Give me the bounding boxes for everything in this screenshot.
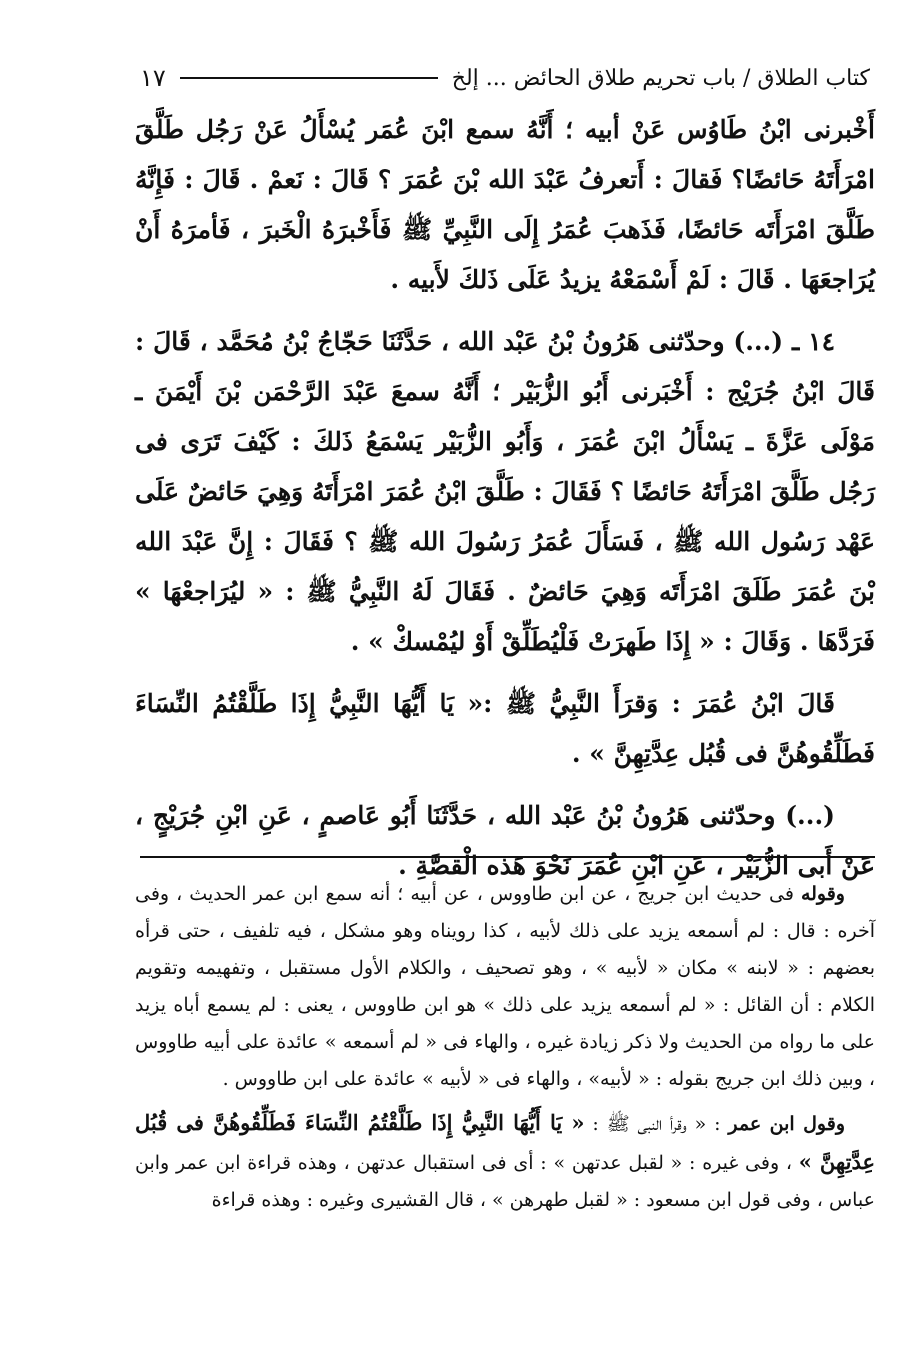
- commentary-lead-1: وقوله: [800, 883, 845, 905]
- commentary: [135, 876, 875, 1225]
- hadith-paragraph-4: (...) وحدّثنى هَرُونُ بْنُ عَبْد الله ، حَدَّثَنَا أَبُو عَاصمٍ ، عَنِ ابْنِ جُرَيْجٍ ، عَنْ أَبى الزُّبَيْر ، عَنِ ابْنِ عُمَرَ نَحْوَ هَذه الْقصَّةِ .: [135, 801, 875, 880]
- hadith-paragraph-2: ١٤ ـ (...) وحدّثنى هَرُونُ بْنُ عَبْد الله ، حَدَّثَنَا حَجّاجُ بْنُ مُحَمَّد ، قَالَ : قَالَ ابْنُ جُرَيْج : أَخْبَرنى أَبُو الزُّبَيْر ؛ أَنَّهُ سمعَ عَبْدَ الرَّحْمَن بْنَ أَيْمَنَ ـ مَوْلَى عَزَّةَ ـ يَسْأَلُ ابْنَ عُمَرَ ، وَأَبُو الزُّبَيْر يَسْمَعُ ذَلكَ : كَيْفَ تَرَى فى رَجُل طَلَّقَ امْرَأَتَهُ حَائضًا ؟ فَقَالَ : طَلَّقَ ابْنُ عُمَرَ امْرَأَتَهُ وَهِيَ حَائضٌ عَلَى عَهْد رَسُول الله ﷺ ، فَسَأَلَ عُمَرُ رَسُولَ الله ﷺ ؟ فَقَالَ : إِنَّ عَبْدَ الله بْنَ عُمَرَ طَلَقَ امْرَأَتَه وَهِيَ حَائضٌ . فَقَالَ لَهُ النَّبِيُّ ﷺ : « ليُرَاجعْهَا » فَرَدَّهَا . وَقَالَ : « إِذَا طَهرَتْ فَلْيُطَلِّقْ أَوْ ليُمْسكْ » .: [135, 327, 875, 656]
- commentary-lead-2: وقول ابن عمر: [728, 1113, 845, 1135]
- commentary-mid-2: : « وقرأ النبى ﷺ :: [592, 1113, 729, 1135]
- quran-quote: « يَا أَيُّهَا النَّبِيُّ إِذَا طَلَّقْتُمُ النِّسَاءَ فَطَلِّقُوهُنَّ فى قُبُل عِدَّتِهِنَّ »: [135, 1110, 875, 1174]
- hadith-text: [135, 105, 875, 903]
- commentary-text-2: ، وفى غيره : « لقبل عدتهن » : أى فى استقبال عدتهن ، وهذه قراءة ابن عمر وابن عباس ، وفى قول ابن مسعود : « لقبل طهرهن » ، قال القشيرى وغيره : وهذه قراءة: [135, 1152, 875, 1211]
- header-rule: [180, 77, 438, 79]
- commentary-paragraph-2: [135, 1104, 875, 1219]
- commentary-paragraph-1: [135, 876, 875, 1098]
- page-number: ١٧: [140, 64, 166, 92]
- page-header: [140, 58, 870, 98]
- hadith-paragraph-1: أَخْبرنى ابْنُ طَاوُس عَنْ أبيه ؛ أَنَّهُ سمع ابْنَ عُمَر يُسْأَلُ عَنْ رَجُل طَلَّقَ امْرَأَتَهُ حَائضًا؟ فَقالَ : أَتعرفُ عَبْدَ الله بْنَ عُمَرَ ؟ قَالَ : نَعمْ . قَالَ : فَإِنَّهُ طَلَّقَ امْرَأَتَه حَائضًا، فَذَهبَ عُمَرُ إِلَى النَّبِيِّ ﷺ فَأَخْبرَهُ الْخَبرَ ، فَأمرَهُ أَنْ يُرَاجعَهَا . قَالَ : لَمْ أَسْمَعْهُ يزيدُ عَلَى ذَلكَ لأَبيه .: [135, 115, 875, 294]
- commentary-text-1: فى حديث ابن جريج ، عن ابن طاووس ، عن أبيه ؛ أنه سمع ابن عمر الحديث ، وفى آخره : قال : لم أسمعه يزيد على ذلك لأبيه ، كذا رويناه وهو مشكل ، فيه تلفيف ، حتى قرأه بعضهم : « لابنه » مكان « لأبيه » ، وهو تصحيف ، والكلام الأول مستقبل ، وتفهيمه وتقويم الكلام : أن القائل : « لم أسمعه يزيد على ذلك » هو ابن طاووس ، يعنى : لم يسمع أباه يزيد على ما رواه من الحديث ولا ذكر زيادة غيره ، والهاء فى « لم أسمعه » عائدة على أبيه طاووس ، وبين ذلك ابن جريج بقوله : « لأبيه» ، والهاء فى « لأبيه » عائدة على ابن طاووس .: [135, 883, 875, 1090]
- footnote-separator: [140, 856, 875, 858]
- running-title: كتاب الطلاق / باب تحريم طلاق الحائض ... إلخ: [451, 65, 870, 91]
- hadith-paragraph-3: قَالَ ابْنُ عُمَرَ : وَقرَأَ النَّبِيُّ ﷺ :« يَا أَيُّهَا النَّبِيُّ إِذَا طَلَّقْتُمُ النِّسَاءَ فَطَلِّقُوهُنَّ فى قُبُل عِدَّتِهِنَّ » .: [135, 689, 875, 768]
